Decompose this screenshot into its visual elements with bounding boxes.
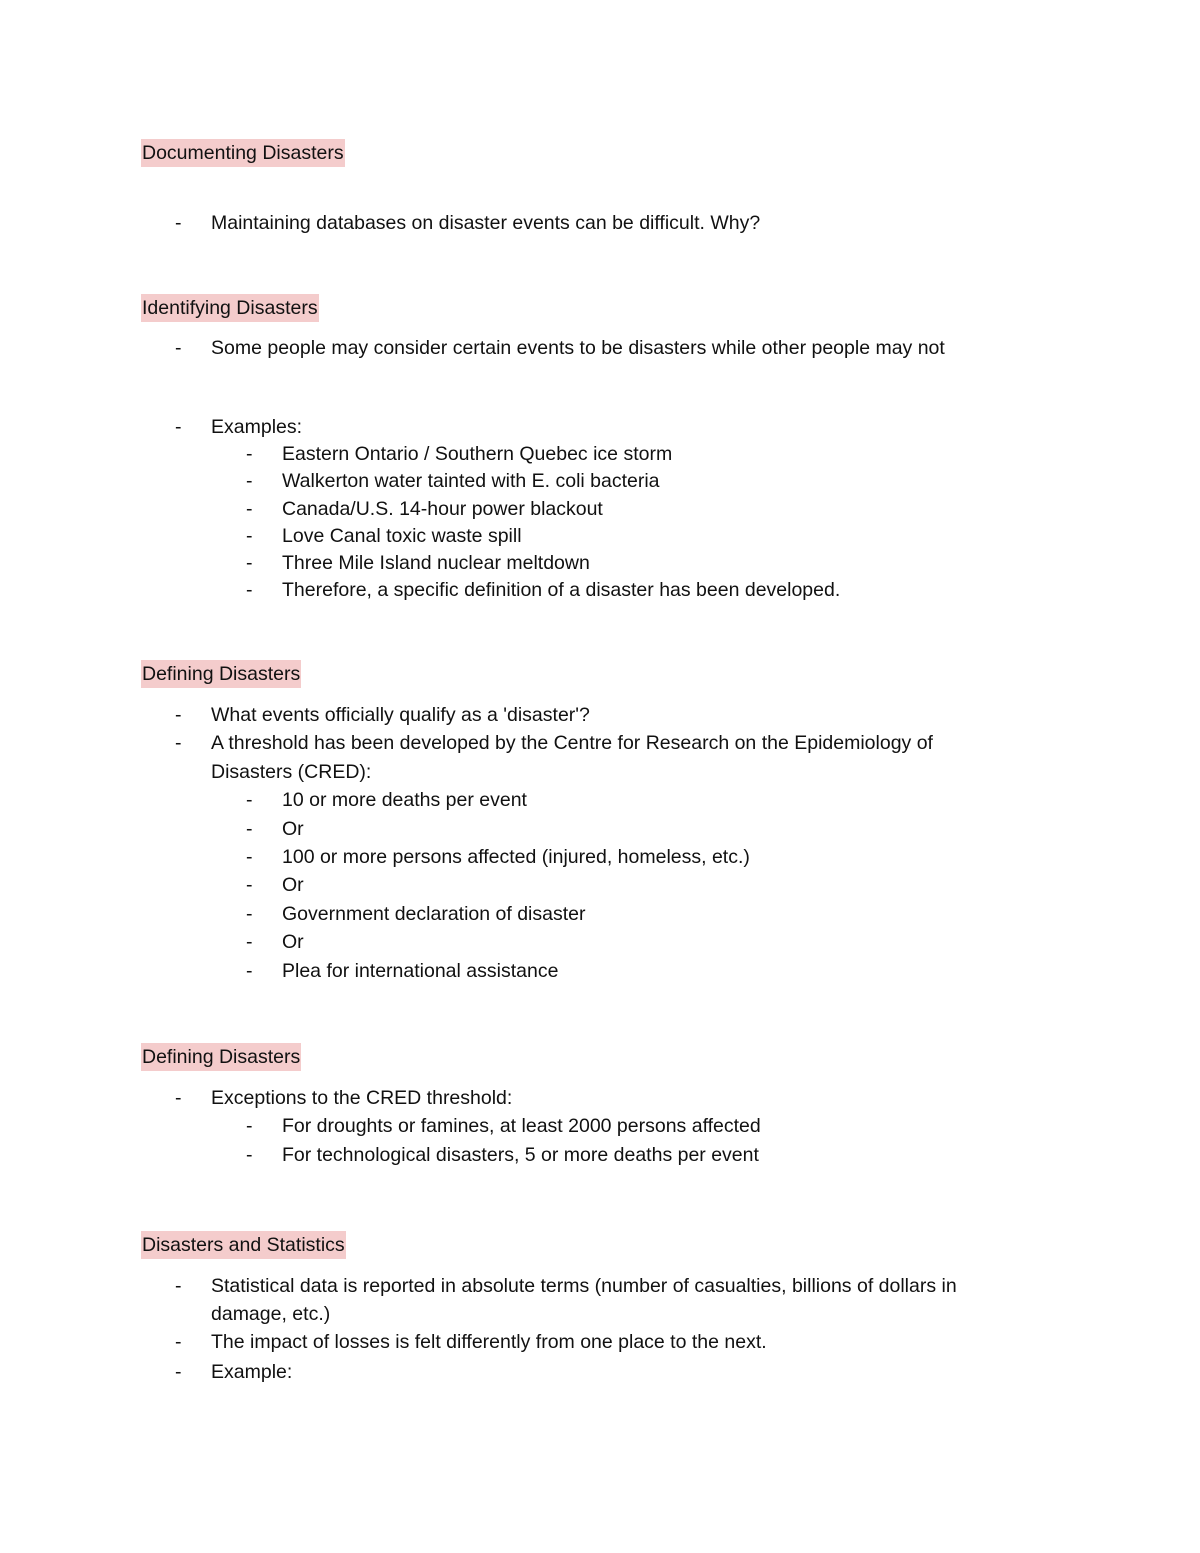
section-heading: Disasters and Statistics [141,1231,346,1259]
list-item-text: Therefore, a specific definition of a disaster has been developed. [282,579,841,601]
bullet-dash: - [175,1087,182,1109]
list-item-text: Walkerton water tainted with E. coli bacteria [282,470,660,492]
bullet-dash: - [246,1144,253,1166]
bullet-dash: - [246,498,253,520]
list-item-text: Or [282,931,304,953]
list-item-text: Statistical data is reported in absolute terms (number of casualties, billions of dollars in [211,1275,957,1297]
bullet-dash: - [175,1275,182,1297]
list-item-text: 100 or more persons affected (injured, homeless, etc.) [282,846,750,868]
list-item-text: Canada/U.S. 14-hour power blackout [282,498,603,520]
list-item-text: Three Mile Island nuclear meltdown [282,552,590,574]
bullet-dash: - [246,960,253,982]
bullet-dash: - [246,579,253,601]
section-heading: Defining Disasters [141,1043,301,1071]
list-item-text: Or [282,874,304,896]
list-item-text: Examples: [211,416,303,438]
bullet-dash: - [175,337,182,359]
bullet-dash: - [246,818,253,840]
list-item-text: damage, etc.) [211,1303,331,1325]
bullet-dash: - [246,470,253,492]
bullet-dash: - [246,931,253,953]
bullet-dash: - [246,789,253,811]
list-item-text: The impact of losses is felt differently from one place to the next. [211,1331,767,1353]
list-item-text: Disasters (CRED): [211,761,372,783]
list-item-text: Love Canal toxic waste spill [282,525,522,547]
list-item-text: For droughts or famines, at least 2000 persons affected [282,1115,761,1137]
list-item-text: Example: [211,1361,293,1383]
bullet-dash: - [246,525,253,547]
list-item-text: What events officially qualify as a 'disaster'? [211,704,590,726]
bullet-dash: - [246,903,253,925]
list-item-text: Maintaining databases on disaster events can be difficult. Why? [211,212,761,234]
list-item-text: For technological disasters, 5 or more deaths per event [282,1144,759,1166]
list-item-text: Government declaration of disaster [282,903,586,925]
bullet-dash: - [175,1361,182,1383]
bullet-dash: - [175,1331,182,1353]
bullet-dash: - [246,874,253,896]
list-item-text: A threshold has been developed by the Centre for Research on the Epidemiology of [211,732,933,754]
bullet-dash: - [175,416,182,438]
section-heading: Defining Disasters [141,660,301,688]
bullet-dash: - [175,212,182,234]
bullet-dash: - [246,1115,253,1137]
bullet-dash: - [246,552,253,574]
bullet-dash: - [246,443,253,465]
list-item-text: Or [282,818,304,840]
section-heading: Identifying Disasters [141,294,319,322]
list-item-text: 10 or more deaths per event [282,789,527,811]
list-item-text: Exceptions to the CRED threshold: [211,1087,513,1109]
bullet-dash: - [175,732,182,754]
bullet-dash: - [246,846,253,868]
list-item-text: Plea for international assistance [282,960,559,982]
list-item-text: Eastern Ontario / Southern Quebec ice storm [282,443,673,465]
section-heading: Documenting Disasters [141,139,345,167]
list-item-text: Some people may consider certain events to be disasters while other people may not [211,337,945,359]
bullet-dash: - [175,704,182,726]
